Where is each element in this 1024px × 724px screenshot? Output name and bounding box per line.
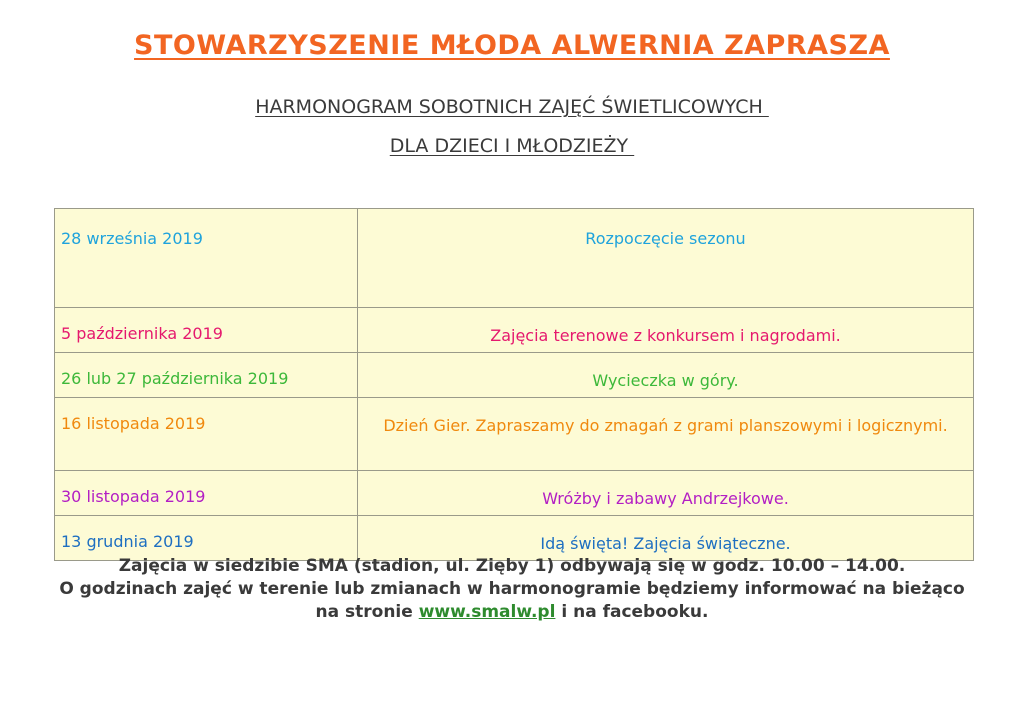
website-link[interactable]: www.smalw.pl bbox=[418, 602, 556, 622]
page-title: STOWARZYSZENIE MŁODA ALWERNIA ZAPRASZA bbox=[134, 30, 890, 61]
footer-line-location: Zajęcia w siedzibie SMA (stadion, ul. Zięby 1) odbywają się w godz. 10.00 – 14.00. bbox=[118, 556, 906, 576]
schedule-date: 16 listopada 2019 bbox=[55, 398, 358, 471]
footer-info bbox=[40, 555, 984, 624]
schedule-date: 5 października 2019 bbox=[55, 308, 358, 353]
footer-line-changes: O godzinach zajęć w terenie lub zmianach w harmonogramie będziemy informować na bieżąco bbox=[59, 579, 965, 599]
schedule-date: 13 grudnia 2019 bbox=[55, 516, 358, 561]
schedule-row bbox=[55, 209, 974, 308]
subtitle-line-1: HARMONOGRAM SOBOTNICH ZAJĘĆ ŚWIETLICOWYCH bbox=[255, 96, 769, 118]
schedule-event: Dzień Gier. Zapraszamy do zmagań z grami planszowymi i logicznymi. bbox=[358, 398, 974, 471]
schedule-event: Rozpoczęcie sezonu bbox=[358, 209, 974, 308]
schedule-row bbox=[55, 353, 974, 398]
schedule-event: Wróżby i zabawy Andrzejkowe. bbox=[358, 471, 974, 516]
schedule-event: Zajęcia terenowe z konkursem i nagrodami. bbox=[358, 308, 974, 353]
subtitle-line-2: DLA DZIECI I MŁODZIEŻY bbox=[389, 135, 635, 157]
schedule-date: 28 września 2019 bbox=[55, 209, 358, 308]
schedule-date: 30 listopada 2019 bbox=[55, 471, 358, 516]
schedule-row bbox=[55, 516, 974, 561]
schedule-table bbox=[54, 208, 974, 561]
footer-line-website bbox=[40, 601, 984, 624]
schedule-event: Wycieczka w góry. bbox=[358, 353, 974, 398]
footer-website-suffix: i na facebooku. bbox=[555, 602, 709, 622]
schedule-event: Idą święta! Zajęcia świąteczne. bbox=[358, 516, 974, 561]
footer-website-prefix: na stronie bbox=[315, 602, 419, 622]
schedule-row bbox=[55, 471, 974, 516]
schedule-date: 26 lub 27 października 2019 bbox=[55, 353, 358, 398]
schedule-row bbox=[55, 398, 974, 471]
schedule-row bbox=[55, 308, 974, 353]
